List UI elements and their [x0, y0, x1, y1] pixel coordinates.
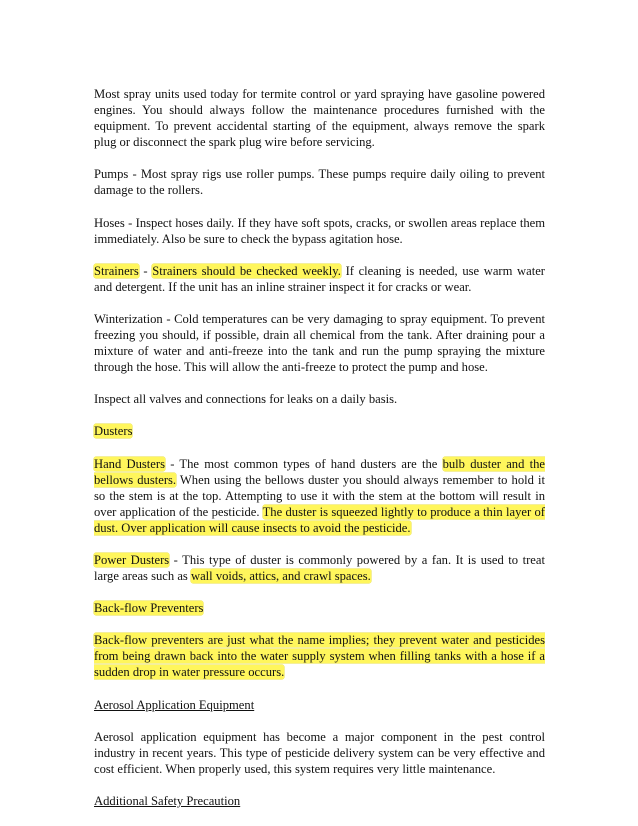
hand-dusters-paragraph — [94, 456, 545, 536]
backflow-paragraph — [94, 632, 545, 680]
backflow-heading — [94, 600, 545, 616]
safety-heading: Additional Safety Precaution — [94, 793, 241, 808]
pumps-paragraph: Pumps - Most spray rigs use roller pumps. These pumps require daily oiling to prevent damage to the rollers. — [94, 167, 545, 198]
hoses-paragraph: Hoses - Inspect hoses daily. If they have soft spots, cracks, or swollen areas replace them immediately. Also be sure to check the bypass agitation hose. — [94, 215, 545, 246]
intro-paragraph: Most spray units used today for termite control or yard spraying have gasoline powered engines. You should always follow the maintenance procedures furnished with the equipment. To prevent accidental starting of the equipment, always remove the spark plug or disconnect the spark plug wire before servicing. — [94, 87, 545, 150]
strainers-rest: If cleaning is needed, use warm water and detergent. If the unit has an inline strainer inspect it for cracks or wear. — [94, 263, 545, 294]
strainers-paragraph — [94, 263, 545, 295]
power-dusters-highlight: wall voids, attics, and crawl spaces. — [190, 569, 371, 584]
aerosol-heading: Aerosol Application Equipment — [94, 697, 255, 712]
hand-dusters-text-b: When using the bellows duster you should always remember to hold it so the stem is at the top. Attempting to use it with the stem at the bottom will result in over application of the pesticide. — [94, 472, 546, 519]
strainers-dash: - — [138, 263, 153, 278]
hand-dusters-highlight-1: bulb duster and the bellows dusters. — [94, 456, 545, 487]
strainers-term: Strainers — [94, 263, 139, 278]
strainers-highlight: Strainers should be checked weekly. — [152, 263, 341, 278]
backflow-heading-text: Back-flow Preventers — [94, 601, 204, 616]
dusters-heading — [94, 423, 545, 439]
hand-dusters-text-a: - The most common types of hand dusters are the — [164, 456, 443, 471]
power-dusters-term: Power Dusters — [94, 552, 170, 567]
inspect-paragraph: Inspect all valves and connections for leaks on a daily basis. — [94, 392, 398, 407]
power-dusters-paragraph — [94, 552, 545, 584]
hand-dusters-highlight-2: The duster is squeezed lightly to produce a thin layer of dust. Over application will cause insects to avoid the pesticide. — [94, 504, 545, 535]
aerosol-paragraph: Aerosol application equipment has become a major component in the pest control industry in recent years. This type of pesticide delivery system can be very effective and cost efficient. When properly used, this system requires very little maintenance. — [94, 729, 545, 776]
hand-dusters-term: Hand Dusters — [94, 456, 165, 471]
power-dusters-text: - This type of duster is commonly powered by a fan. It is used to treat large areas such as — [94, 552, 545, 584]
backflow-highlight: Back-flow preventers are just what the name implies; they prevent water and pesticides from being drawn back into the water supply system when filling tanks with a hose if a sudden drop in water pressure occurs. — [94, 633, 545, 680]
winterization-paragraph: Winterization - Cold temperatures can be very damaging to spray equipment. To prevent freezing you should, if possible, drain all chemical from the tank. After draining pour a mixture of water and anti-freeze into the tank and run the pump spraying the mixture through the hose. This will allow the anti-freeze to protect the pump and hose. — [94, 311, 545, 375]
dusters-heading-text: Dusters — [94, 424, 133, 439]
